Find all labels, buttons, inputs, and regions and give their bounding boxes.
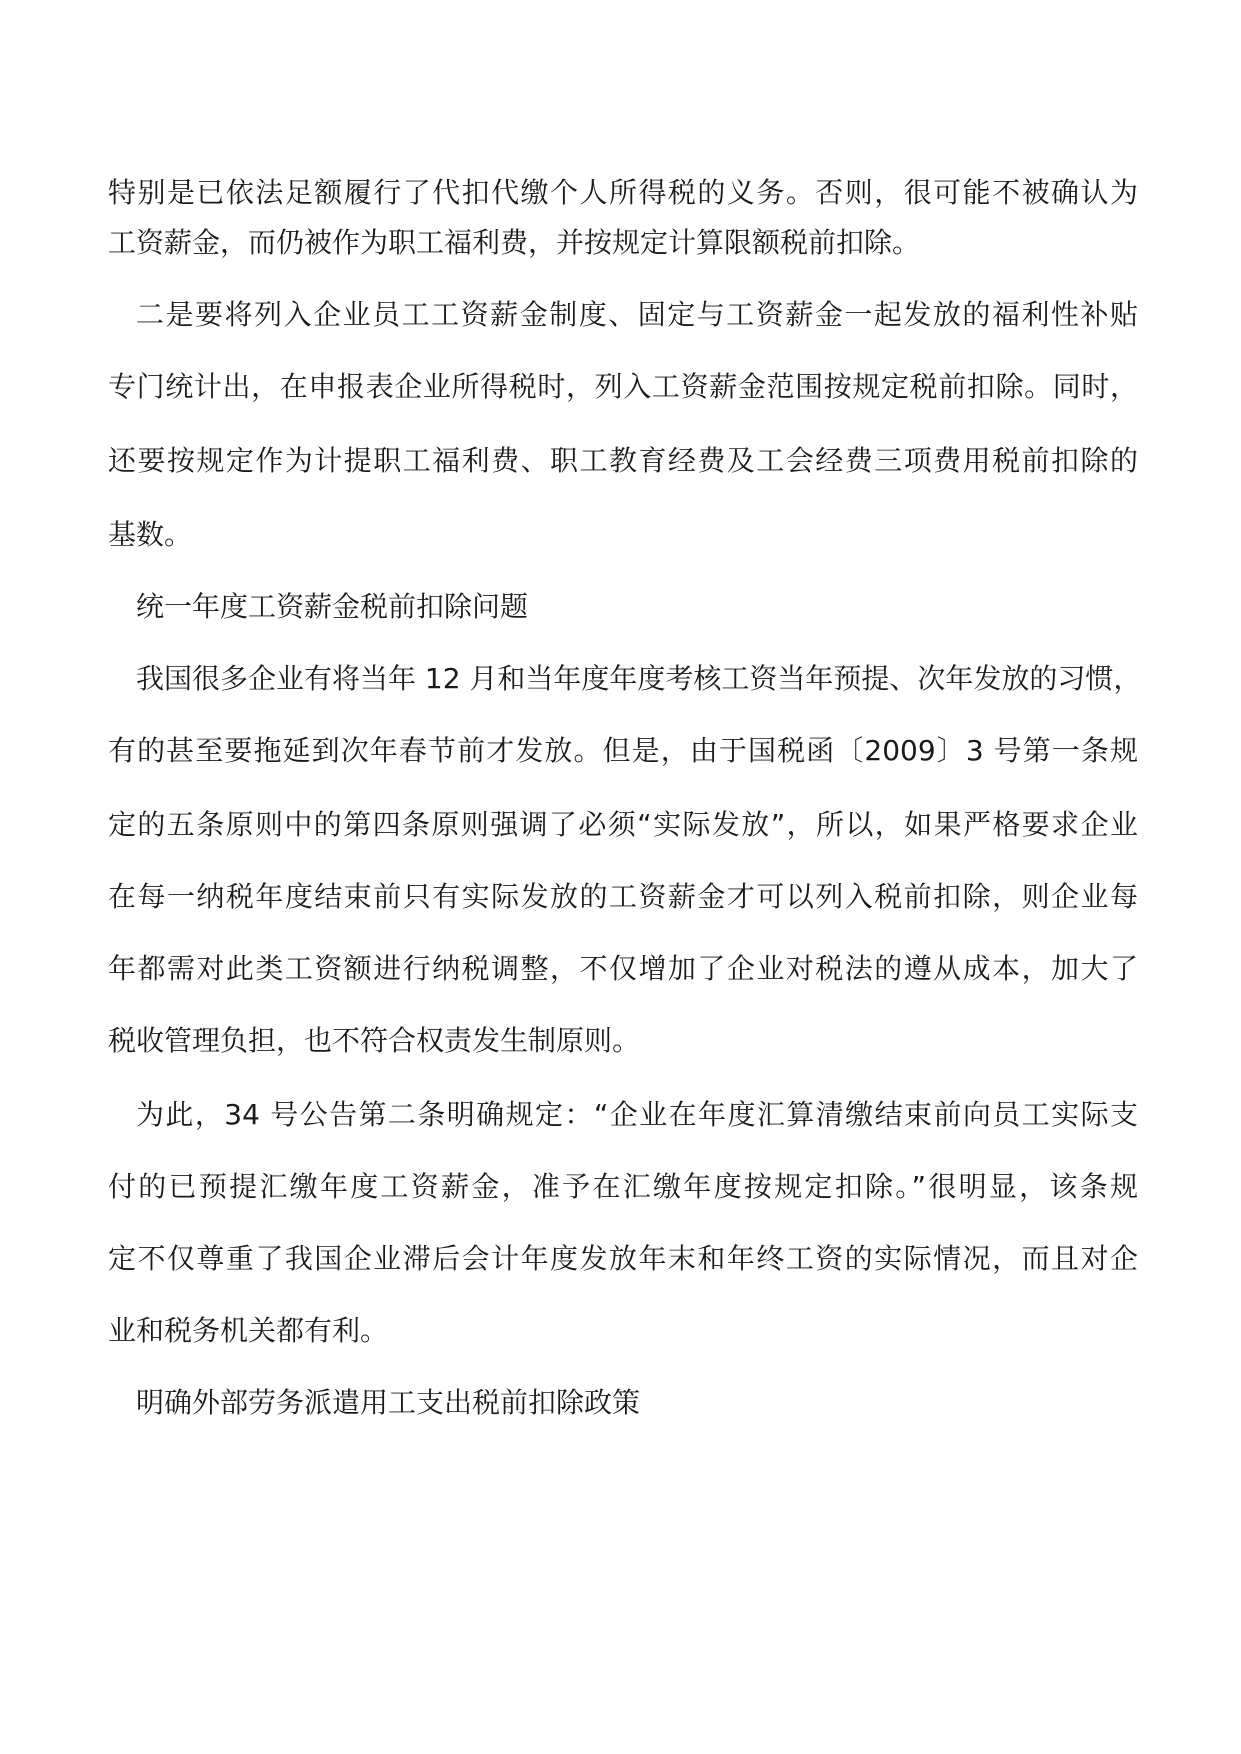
paragraph-line: 定不仅尊重了我国企业滞后会计年度发放年末和年终工资的实际情况，而且对企 [108, 1242, 1138, 1275]
paragraph-line: 税收管理负担，也不符合权责发生制原则。 [108, 1024, 641, 1057]
paragraph-line: 我国很多企业有将当年 12 月和当年度年度考核工资当年预提、次年发放的习惯， [136, 662, 1142, 695]
paragraph-line: 工资薪金，而仍被作为职工福利费，并按规定计算限额税前扣除。 [108, 226, 921, 259]
paragraph-line: 年都需对此类工资额进行纳税调整，不仅增加了企业对税法的遵从成本，加大了 [108, 952, 1138, 985]
paragraph-line: 定的五条原则中的第四条原则强调了必须“实际发放”，所以，如果严格要求企业 [108, 808, 1138, 841]
paragraph-line: 在每一纳税年度结束前只有实际发放的工资薪金才可以列入税前扣除，则企业每 [108, 880, 1138, 913]
paragraph-line: 付的已预提汇缴年度工资薪金，准予在汇缴年度按规定扣除。”很明显，该条规 [108, 1170, 1138, 1203]
section-heading: 明确外部劳务派遣用工支出税前扣除政策 [136, 1386, 641, 1419]
paragraph-line: 二是要将列入企业员工工资薪金制度、固定与工资薪金一起发放的福利性补贴 [136, 298, 1138, 331]
paragraph-line: 有的甚至要拖延到次年春节前才发放。但是，由于国税函〔2009〕3 号第一条规 [108, 734, 1138, 767]
paragraph-line: 业和税务机关都有利。 [108, 1314, 389, 1347]
paragraph-line: 专门统计出，在申报表企业所得税时，列入工资薪金范围按规定税前扣除。同时， [108, 370, 1138, 403]
paragraph-line: 基数。 [108, 518, 193, 551]
paragraph-line: 还要按规定作为计提职工福利费、职工教育经费及工会经费三项费用税前扣除的 [108, 444, 1138, 477]
paragraph-line: 为此，34 号公告第二条明确规定：“企业在年度汇算清缴结束前向员工实际支 [136, 1098, 1138, 1131]
section-heading: 统一年度工资薪金税前扣除问题 [136, 590, 529, 623]
paragraph-line: 特别是已依法足额履行了代扣代缴个人所得税的义务。否则，很可能不被确认为 [108, 176, 1138, 209]
